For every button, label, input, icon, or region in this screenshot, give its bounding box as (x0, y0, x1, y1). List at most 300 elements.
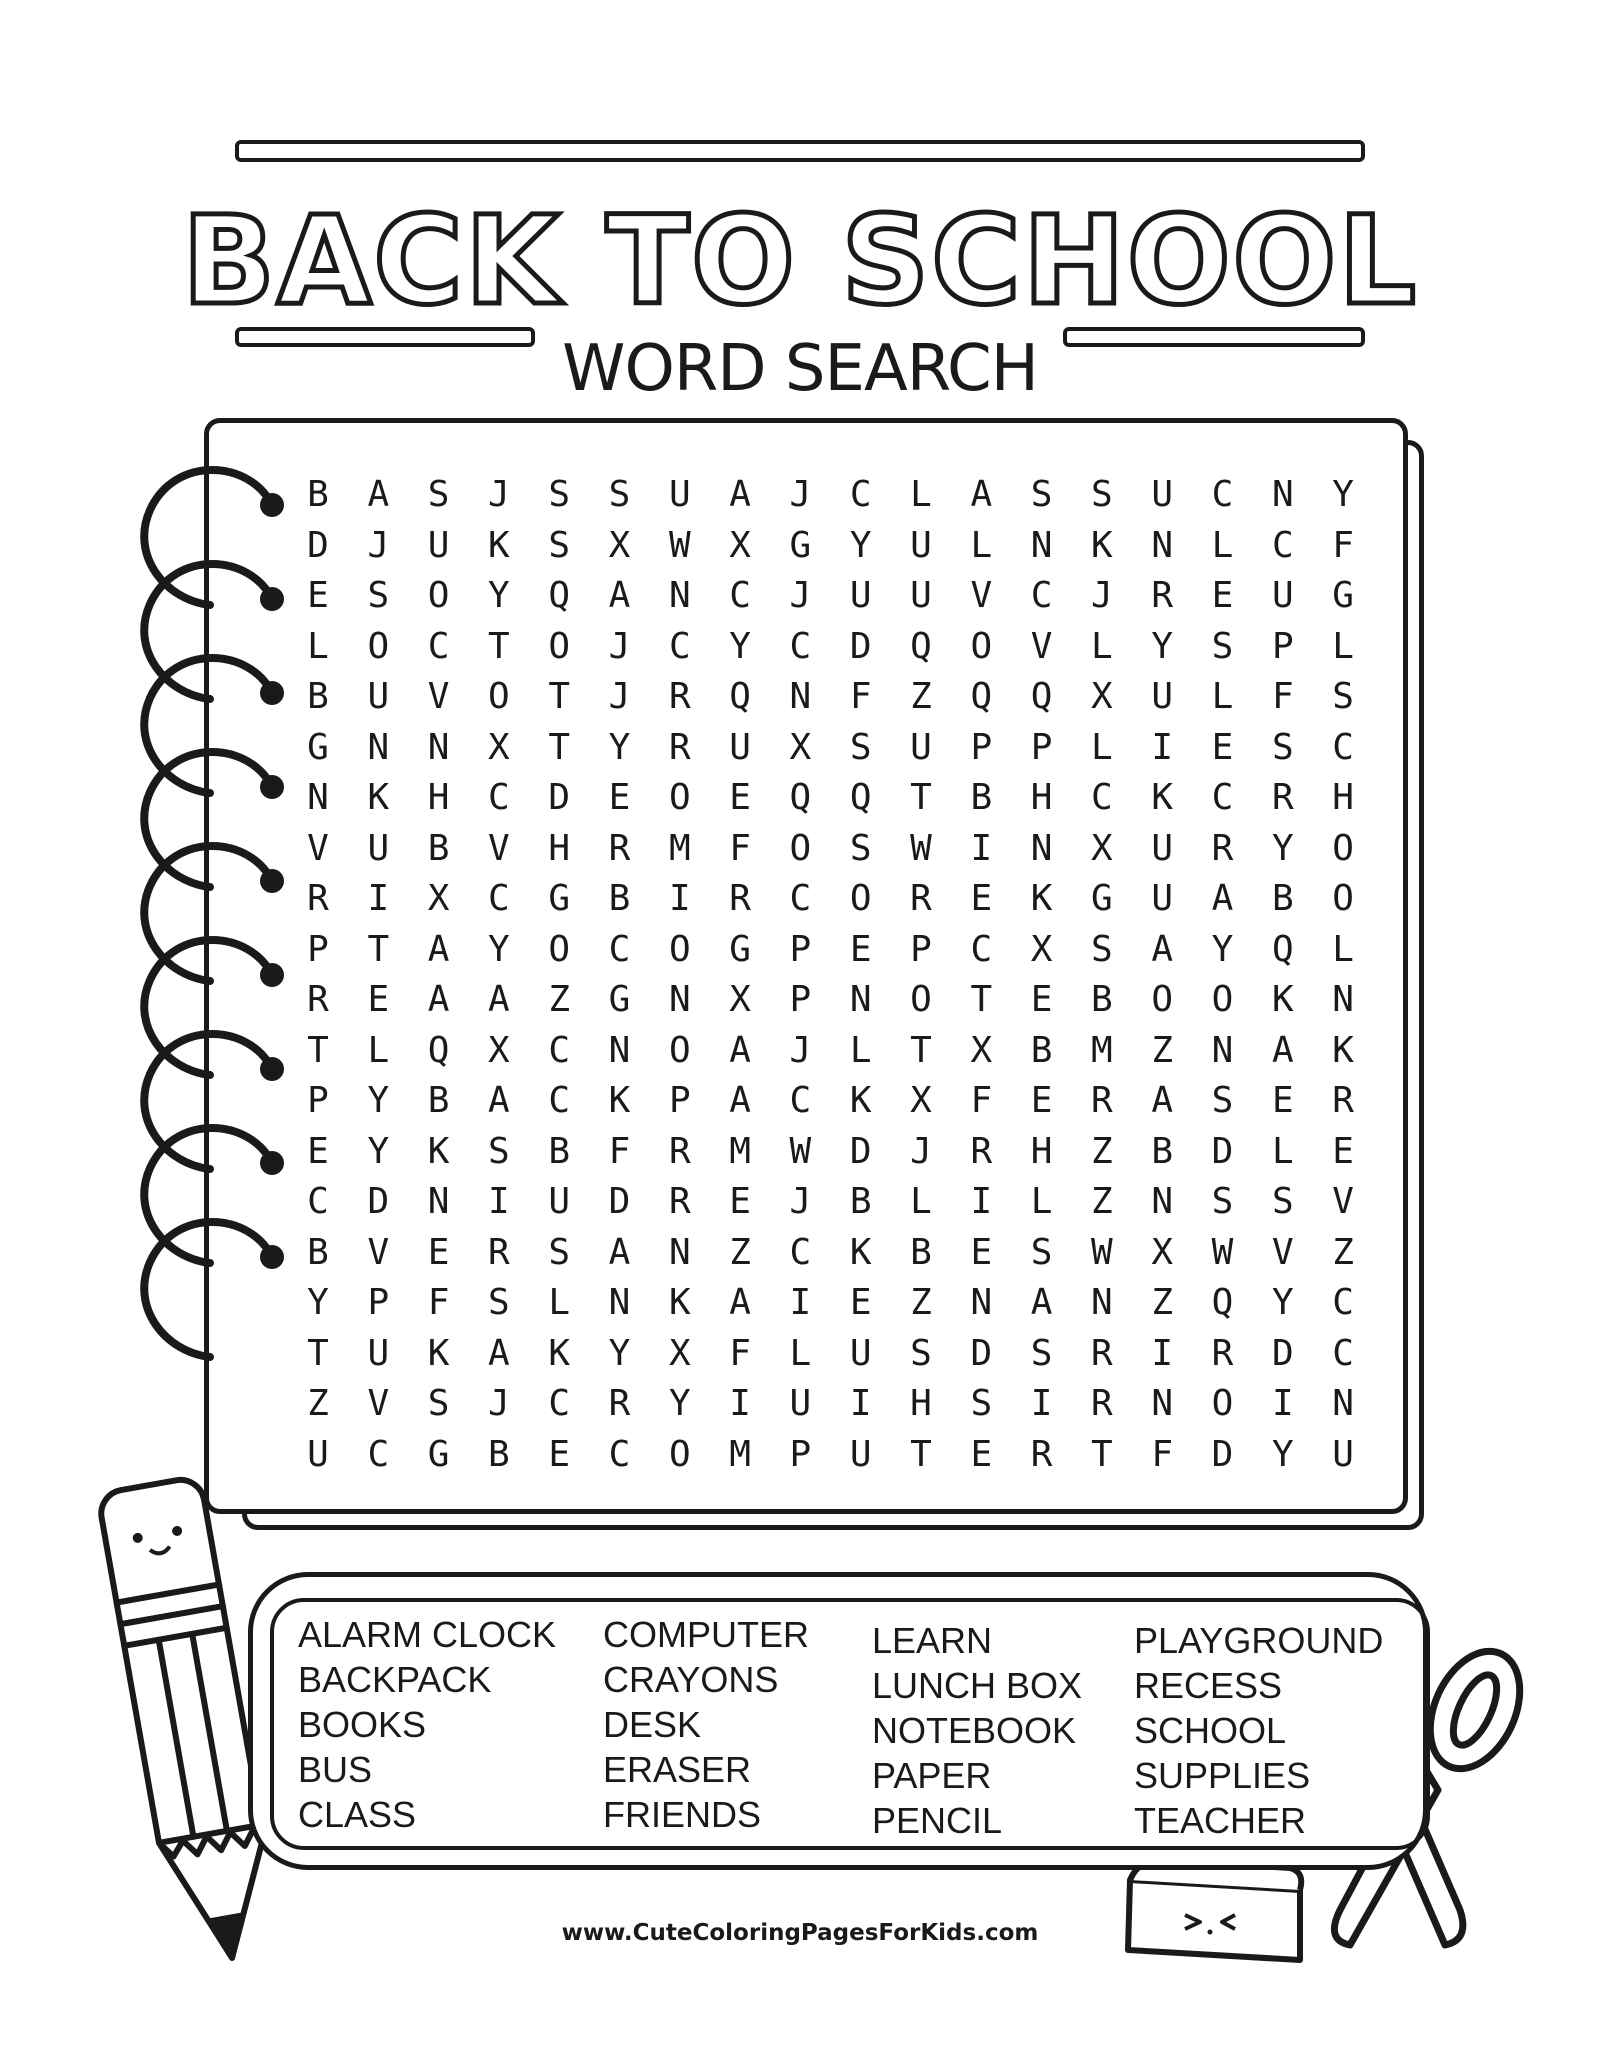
grid-letter: J (789, 575, 812, 616)
grid-letter: L (910, 474, 932, 515)
grid-letter: J (789, 1029, 812, 1071)
grid-letter: O (1211, 1383, 1234, 1424)
grid-letter: O (488, 676, 510, 717)
grid-letter: I (970, 827, 993, 869)
grid-letter: P (1271, 625, 1294, 667)
grid-letter: E (548, 1433, 571, 1475)
spiral-ring (144, 1222, 272, 1357)
grid-letter: R (1091, 1080, 1113, 1121)
grid-letter: C (1271, 524, 1294, 566)
spiral-hole (260, 587, 284, 611)
grid-letter: F (1271, 676, 1294, 717)
grid-letter: A (729, 474, 751, 515)
grid-letter: U (1332, 1433, 1354, 1475)
grid-letter: N (367, 726, 390, 768)
grid-letter: Y (1211, 928, 1234, 970)
grid-letter: U (789, 1383, 812, 1424)
grid-letter: Z (1332, 1231, 1354, 1273)
grid-letter: O (548, 928, 571, 970)
grid-letter: V (1271, 1231, 1294, 1273)
grid-letter: E (427, 1231, 450, 1273)
grid-letter: D (849, 625, 872, 667)
grid-letter: K (1091, 524, 1113, 566)
grid-letter: X (970, 1029, 993, 1071)
grid-letter: S (488, 1282, 510, 1323)
grid-letter: E (970, 878, 993, 919)
grid-letter: S (1271, 726, 1294, 768)
grid-letter: E (1271, 1080, 1294, 1121)
grid-letter: C (548, 1383, 571, 1424)
grid-letter: X (1030, 928, 1053, 970)
grid-letter: O (548, 625, 571, 667)
grid-letter: N (1151, 524, 1174, 566)
grid-letter: J (608, 676, 631, 717)
word-list-column (872, 1618, 1082, 1843)
grid-letter: I (849, 1383, 872, 1424)
grid-letter: C (608, 928, 631, 970)
grid-letter: E (1030, 979, 1053, 1020)
grid-letter: Y (307, 1282, 329, 1323)
grid-letter: X (1151, 1231, 1174, 1273)
grid-letter: U (729, 726, 751, 768)
grid-letter: M (668, 827, 691, 869)
grid-letter: E (307, 575, 329, 616)
grid-letter: N (1030, 524, 1053, 566)
grid-letter: B (427, 1080, 450, 1121)
grid-letter: N (427, 1181, 450, 1222)
grid-letter: T (1091, 1433, 1113, 1475)
spiral-hole (260, 1151, 284, 1175)
grid-letter: A (488, 1080, 510, 1121)
grid-letter: S (608, 474, 631, 515)
grid-letter: S (1211, 625, 1234, 667)
grid-letter: F (1332, 524, 1354, 566)
grid-letter: H (548, 827, 571, 869)
grid-letter: A (1151, 928, 1174, 970)
grid-letter: E (608, 777, 631, 818)
grid-letter: Y (488, 575, 510, 616)
grid-letter: C (608, 1433, 631, 1475)
grid-letter: C (970, 928, 993, 970)
grid-letter: M (1091, 1029, 1113, 1071)
word-list-item: PAPER (872, 1755, 992, 1796)
grid-letter: L (1030, 1181, 1053, 1222)
grid-letter: S (1332, 676, 1354, 717)
grid-letter: C (548, 1029, 571, 1071)
grid-letter: I (1151, 1332, 1174, 1374)
grid-letter: X (789, 726, 812, 768)
grid-letter: C (367, 1433, 390, 1475)
grid-letter: D (608, 1181, 631, 1222)
grid-letter: Z (910, 1282, 932, 1323)
word-list-column (1134, 1618, 1383, 1843)
word-list-column (603, 1612, 809, 1837)
grid-letter: Q (849, 777, 872, 818)
grid-letter: O (668, 1029, 691, 1071)
grid-letter: U (1271, 575, 1294, 616)
grid-letter: U (849, 1433, 872, 1475)
word-list-item: CRAYONS (603, 1659, 779, 1700)
grid-letter: D (548, 777, 571, 818)
grid-letter: C (307, 1181, 329, 1222)
grid-letter: U (910, 524, 932, 566)
grid-letter: G (1332, 575, 1354, 616)
grid-letter: T (367, 928, 390, 970)
grid-letter: F (729, 1332, 751, 1374)
grid-letter: C (849, 474, 872, 515)
grid-letter: P (789, 1433, 812, 1475)
grid-letter: Y (1271, 1282, 1294, 1323)
grid-letter: Z (1091, 1181, 1113, 1222)
spiral-hole (260, 1245, 284, 1269)
grid-letter: T (910, 1029, 932, 1071)
grid-letter: E (1030, 1080, 1053, 1121)
grid-letter: N (1091, 1282, 1113, 1323)
grid-letter: Q (729, 676, 751, 717)
grid-letter: H (1030, 777, 1053, 818)
grid-letter: O (367, 625, 390, 667)
grid-letter: Y (1332, 474, 1354, 515)
grid-letter: Y (729, 625, 751, 667)
grid-letter: I (367, 878, 390, 919)
grid-letter: Q (789, 777, 812, 818)
grid-letter: P (307, 1080, 329, 1121)
grid-letter: Z (910, 676, 932, 717)
grid-letter: G (1091, 878, 1113, 919)
grid-letter: Q (548, 575, 571, 616)
grid-letter: B (910, 1231, 932, 1273)
grid-letter: U (849, 1332, 872, 1374)
page-title-text: BACK TO SCHOOL (181, 190, 1419, 325)
grid-letter: Q (910, 625, 932, 667)
grid-letter: N (668, 979, 691, 1020)
grid-letter: B (307, 474, 329, 515)
grid-letter: I (789, 1282, 812, 1323)
grid-letter: T (307, 1029, 329, 1071)
grid-letter: R (1211, 827, 1234, 869)
grid-letter: R (1091, 1383, 1113, 1424)
grid-letter: F (427, 1282, 450, 1323)
grid-letter: G (729, 928, 751, 970)
word-list-item: TEACHER (1134, 1800, 1307, 1841)
grid-letter: V (427, 676, 450, 717)
grid-letter: Y (488, 928, 510, 970)
word-list-item: FRIENDS (603, 1794, 762, 1835)
grid-letter: C (548, 1080, 571, 1121)
grid-letter: C (789, 1080, 812, 1121)
grid-letter: H (427, 777, 450, 818)
grid-letter: N (307, 777, 329, 818)
grid-letter: E (970, 1433, 993, 1475)
grid-letter: F (849, 676, 872, 717)
grid-letter: K (849, 1231, 872, 1273)
grid-letter: U (548, 1181, 571, 1222)
grid-letter: H (1030, 1130, 1053, 1172)
grid-letter: J (1091, 575, 1113, 616)
grid-letter: K (1271, 979, 1294, 1020)
grid-letter: S (1271, 1181, 1294, 1222)
grid-letter: M (729, 1433, 751, 1475)
grid-letter: I (488, 1181, 510, 1222)
page-subtitle: WORD SEARCH (562, 332, 1038, 406)
grid-letter: I (729, 1383, 751, 1424)
grid-letter: O (1332, 878, 1354, 919)
grid-letter: U (367, 676, 390, 717)
grid-letter: E (849, 1282, 872, 1323)
grid-letter: I (1151, 726, 1174, 768)
grid-letter: J (910, 1130, 932, 1172)
grid-letter: V (367, 1231, 390, 1273)
grid-letter: J (789, 474, 812, 515)
grid-letter: U (668, 474, 691, 515)
grid-letter: S (1030, 474, 1053, 515)
grid-letter: O (849, 878, 872, 919)
grid-letter: A (608, 1231, 631, 1273)
grid-letter: U (307, 1433, 329, 1475)
grid-letter: Y (1271, 827, 1294, 869)
grid-letter: D (849, 1130, 872, 1172)
grid-letter: L (367, 1029, 390, 1071)
grid-letter: O (668, 928, 691, 970)
spiral-hole (260, 869, 284, 893)
grid-letter: R (307, 979, 329, 1020)
grid-letter: Y (849, 524, 872, 566)
grid-letter: S (1030, 1332, 1053, 1374)
grid-letter: I (1271, 1383, 1294, 1424)
grid-letter: U (367, 1332, 390, 1374)
grid-letter: Q (427, 1029, 450, 1071)
grid-letter: B (1271, 878, 1294, 919)
word-list-item: ALARM CLOCK (298, 1614, 557, 1655)
grid-letter: O (910, 979, 932, 1020)
spiral-hole (260, 1057, 284, 1081)
grid-letter: E (729, 777, 751, 818)
grid-letter: N (1271, 474, 1294, 515)
grid-letter: G (548, 878, 571, 919)
grid-letter: R (608, 827, 631, 869)
grid-letter: J (488, 474, 510, 515)
grid-letter: J (367, 524, 390, 566)
word-list-item: NOTEBOOK (872, 1710, 1077, 1751)
grid-letter: N (849, 979, 872, 1020)
grid-letter: T (548, 726, 571, 768)
grid-letter: S (970, 1383, 993, 1424)
grid-letter: A (608, 575, 631, 616)
grid-letter: V (1332, 1181, 1354, 1222)
grid-letter: K (608, 1080, 631, 1121)
grid-letter: X (488, 726, 510, 768)
grid-letter: R (970, 1130, 993, 1172)
grid-letter: L (307, 625, 329, 667)
notebook-spiral-icon (144, 470, 284, 1357)
grid-letter: W (668, 524, 691, 566)
word-list-item: SCHOOL (1134, 1710, 1287, 1751)
grid-letter: U (1151, 827, 1174, 869)
grid-letter: B (488, 1433, 510, 1475)
grid-letter: T (488, 625, 510, 667)
grid-letter: N (1030, 827, 1053, 869)
grid-letter: V (488, 827, 510, 869)
grid-letter: D (307, 524, 329, 566)
grid-letter: A (488, 1332, 510, 1374)
grid-letter: K (367, 777, 390, 818)
grid-letter: F (729, 827, 751, 869)
grid-letter: X (427, 878, 450, 919)
grid-letter: Y (668, 1383, 691, 1424)
grid-letter: U (367, 827, 390, 869)
grid-letter: O (970, 625, 993, 667)
spiral-hole (260, 775, 284, 799)
word-list-item: PENCIL (872, 1800, 1003, 1841)
grid-letter: R (668, 726, 691, 768)
grid-letter: X (729, 524, 751, 566)
grid-letter: N (608, 1029, 631, 1071)
spiral-hole (260, 493, 284, 517)
grid-letter: O (427, 575, 450, 616)
grid-letter: E (729, 1181, 751, 1222)
grid-letter: O (789, 827, 812, 869)
grid-letter: D (1211, 1433, 1234, 1475)
grid-letter: C (488, 777, 510, 818)
grid-letter: L (789, 1332, 812, 1374)
grid-letter: Z (1151, 1282, 1174, 1323)
word-list-item: LUNCH BOX (872, 1665, 1083, 1706)
grid-letter: U (1151, 878, 1174, 919)
grid-letter: A (729, 1080, 751, 1121)
grid-letter: E (1211, 575, 1234, 616)
grid-letter: Q (1271, 928, 1294, 970)
grid-letter: N (1332, 1383, 1354, 1424)
grid-letter: R (668, 1181, 691, 1222)
grid-letter: U (1151, 676, 1174, 717)
word-list-item: DESK (603, 1704, 702, 1745)
grid-letter: J (789, 1181, 812, 1222)
grid-letter: S (1091, 928, 1113, 970)
grid-letter: Y (1151, 625, 1174, 667)
grid-letter: X (668, 1332, 691, 1374)
grid-letter: X (1091, 676, 1113, 717)
grid-letter: S (1211, 1080, 1234, 1121)
grid-letter: Q (1211, 1282, 1234, 1323)
grid-letter: H (1332, 777, 1354, 818)
word-list-column (298, 1612, 556, 1837)
grid-letter: B (548, 1130, 571, 1172)
grid-letter: R (1332, 1080, 1354, 1121)
grid-letter: B (1030, 1029, 1053, 1071)
grid-letter: L (1091, 625, 1113, 667)
grid-letter: N (1151, 1383, 1174, 1424)
grid-letter: S (849, 827, 872, 869)
grid-letter: R (608, 1383, 631, 1424)
grid-letter: I (668, 878, 691, 919)
grid-letter: N (668, 575, 691, 616)
grid-letter: P (789, 928, 812, 970)
grid-letter: R (488, 1231, 510, 1273)
grid-letter: H (910, 1383, 932, 1424)
grid-letter: T (970, 979, 993, 1020)
grid-letter: W (1211, 1231, 1234, 1273)
grid-letter: D (1211, 1130, 1234, 1172)
word-list-item: BUS (298, 1749, 373, 1790)
grid-letter: B (307, 1231, 329, 1273)
grid-letter: C (1091, 777, 1113, 818)
grid-letter: E (849, 928, 872, 970)
grid-letter: S (548, 524, 571, 566)
eraser-icon (1128, 1860, 1301, 1960)
grid-letter: Z (548, 979, 571, 1020)
grid-letter: B (608, 878, 631, 919)
grid-letter: R (1211, 1332, 1234, 1374)
grid-letter: L (1091, 726, 1113, 768)
grid-letter: A (729, 1029, 751, 1071)
grid-letter: S (548, 1231, 571, 1273)
grid-letter: S (1091, 474, 1113, 515)
word-list-item: CLASS (298, 1794, 417, 1835)
grid-letter: A (970, 474, 993, 515)
grid-letter: D (367, 1181, 390, 1222)
grid-letter: N (668, 1231, 691, 1273)
grid-letter: M (729, 1130, 751, 1172)
grid-letter: N (608, 1282, 631, 1323)
grid-letter: A (729, 1282, 751, 1323)
grid-letter: L (1332, 625, 1354, 667)
grid-letter: K (849, 1080, 872, 1121)
grid-letter: S (1030, 1231, 1053, 1273)
grid-letter: I (1030, 1383, 1053, 1424)
grid-letter: V (367, 1383, 390, 1424)
grid-letter: U (849, 575, 872, 616)
grid-letter: E (367, 979, 390, 1020)
grid-letter: W (910, 827, 932, 869)
grid-letter: K (548, 1332, 571, 1374)
grid-letter: L (1332, 928, 1354, 970)
grid-letter: G (789, 524, 812, 566)
grid-letter: T (548, 676, 571, 717)
grid-letter: R (910, 878, 932, 919)
grid-letter: B (849, 1181, 872, 1222)
grid-letter: A (427, 979, 450, 1020)
grid-letter: S (488, 1130, 510, 1172)
grid-letter: L (970, 524, 993, 566)
grid-letter: Y (1271, 1433, 1294, 1475)
grid-letter: U (910, 726, 932, 768)
grid-letter: K (668, 1282, 691, 1323)
grid-letter: Y (608, 1332, 631, 1374)
grid-letter: C (1211, 777, 1234, 818)
grid-letter: K (1332, 1029, 1354, 1071)
grid-letter: O (668, 777, 691, 818)
word-list-item: RECESS (1134, 1665, 1283, 1706)
grid-letter: X (729, 979, 751, 1020)
grid-letter: Z (1151, 1029, 1174, 1071)
grid-letter: E (1211, 726, 1234, 768)
grid-letter: B (307, 676, 329, 717)
grid-letter: S (427, 1383, 450, 1424)
grid-letter: C (1332, 1332, 1354, 1374)
grid-letter: R (668, 1130, 691, 1172)
grid-letter: B (427, 827, 450, 869)
grid-letter: L (849, 1029, 872, 1071)
grid-letter: L (548, 1282, 571, 1323)
grid-letter: P (307, 928, 329, 970)
grid-letter: O (668, 1433, 691, 1475)
grid-letter: F (970, 1080, 993, 1121)
grid-letter: J (608, 625, 631, 667)
grid-letter: P (668, 1080, 691, 1121)
grid-letter: K (427, 1332, 450, 1374)
grid-letter: X (1091, 827, 1113, 869)
grid-letter: T (910, 777, 932, 818)
